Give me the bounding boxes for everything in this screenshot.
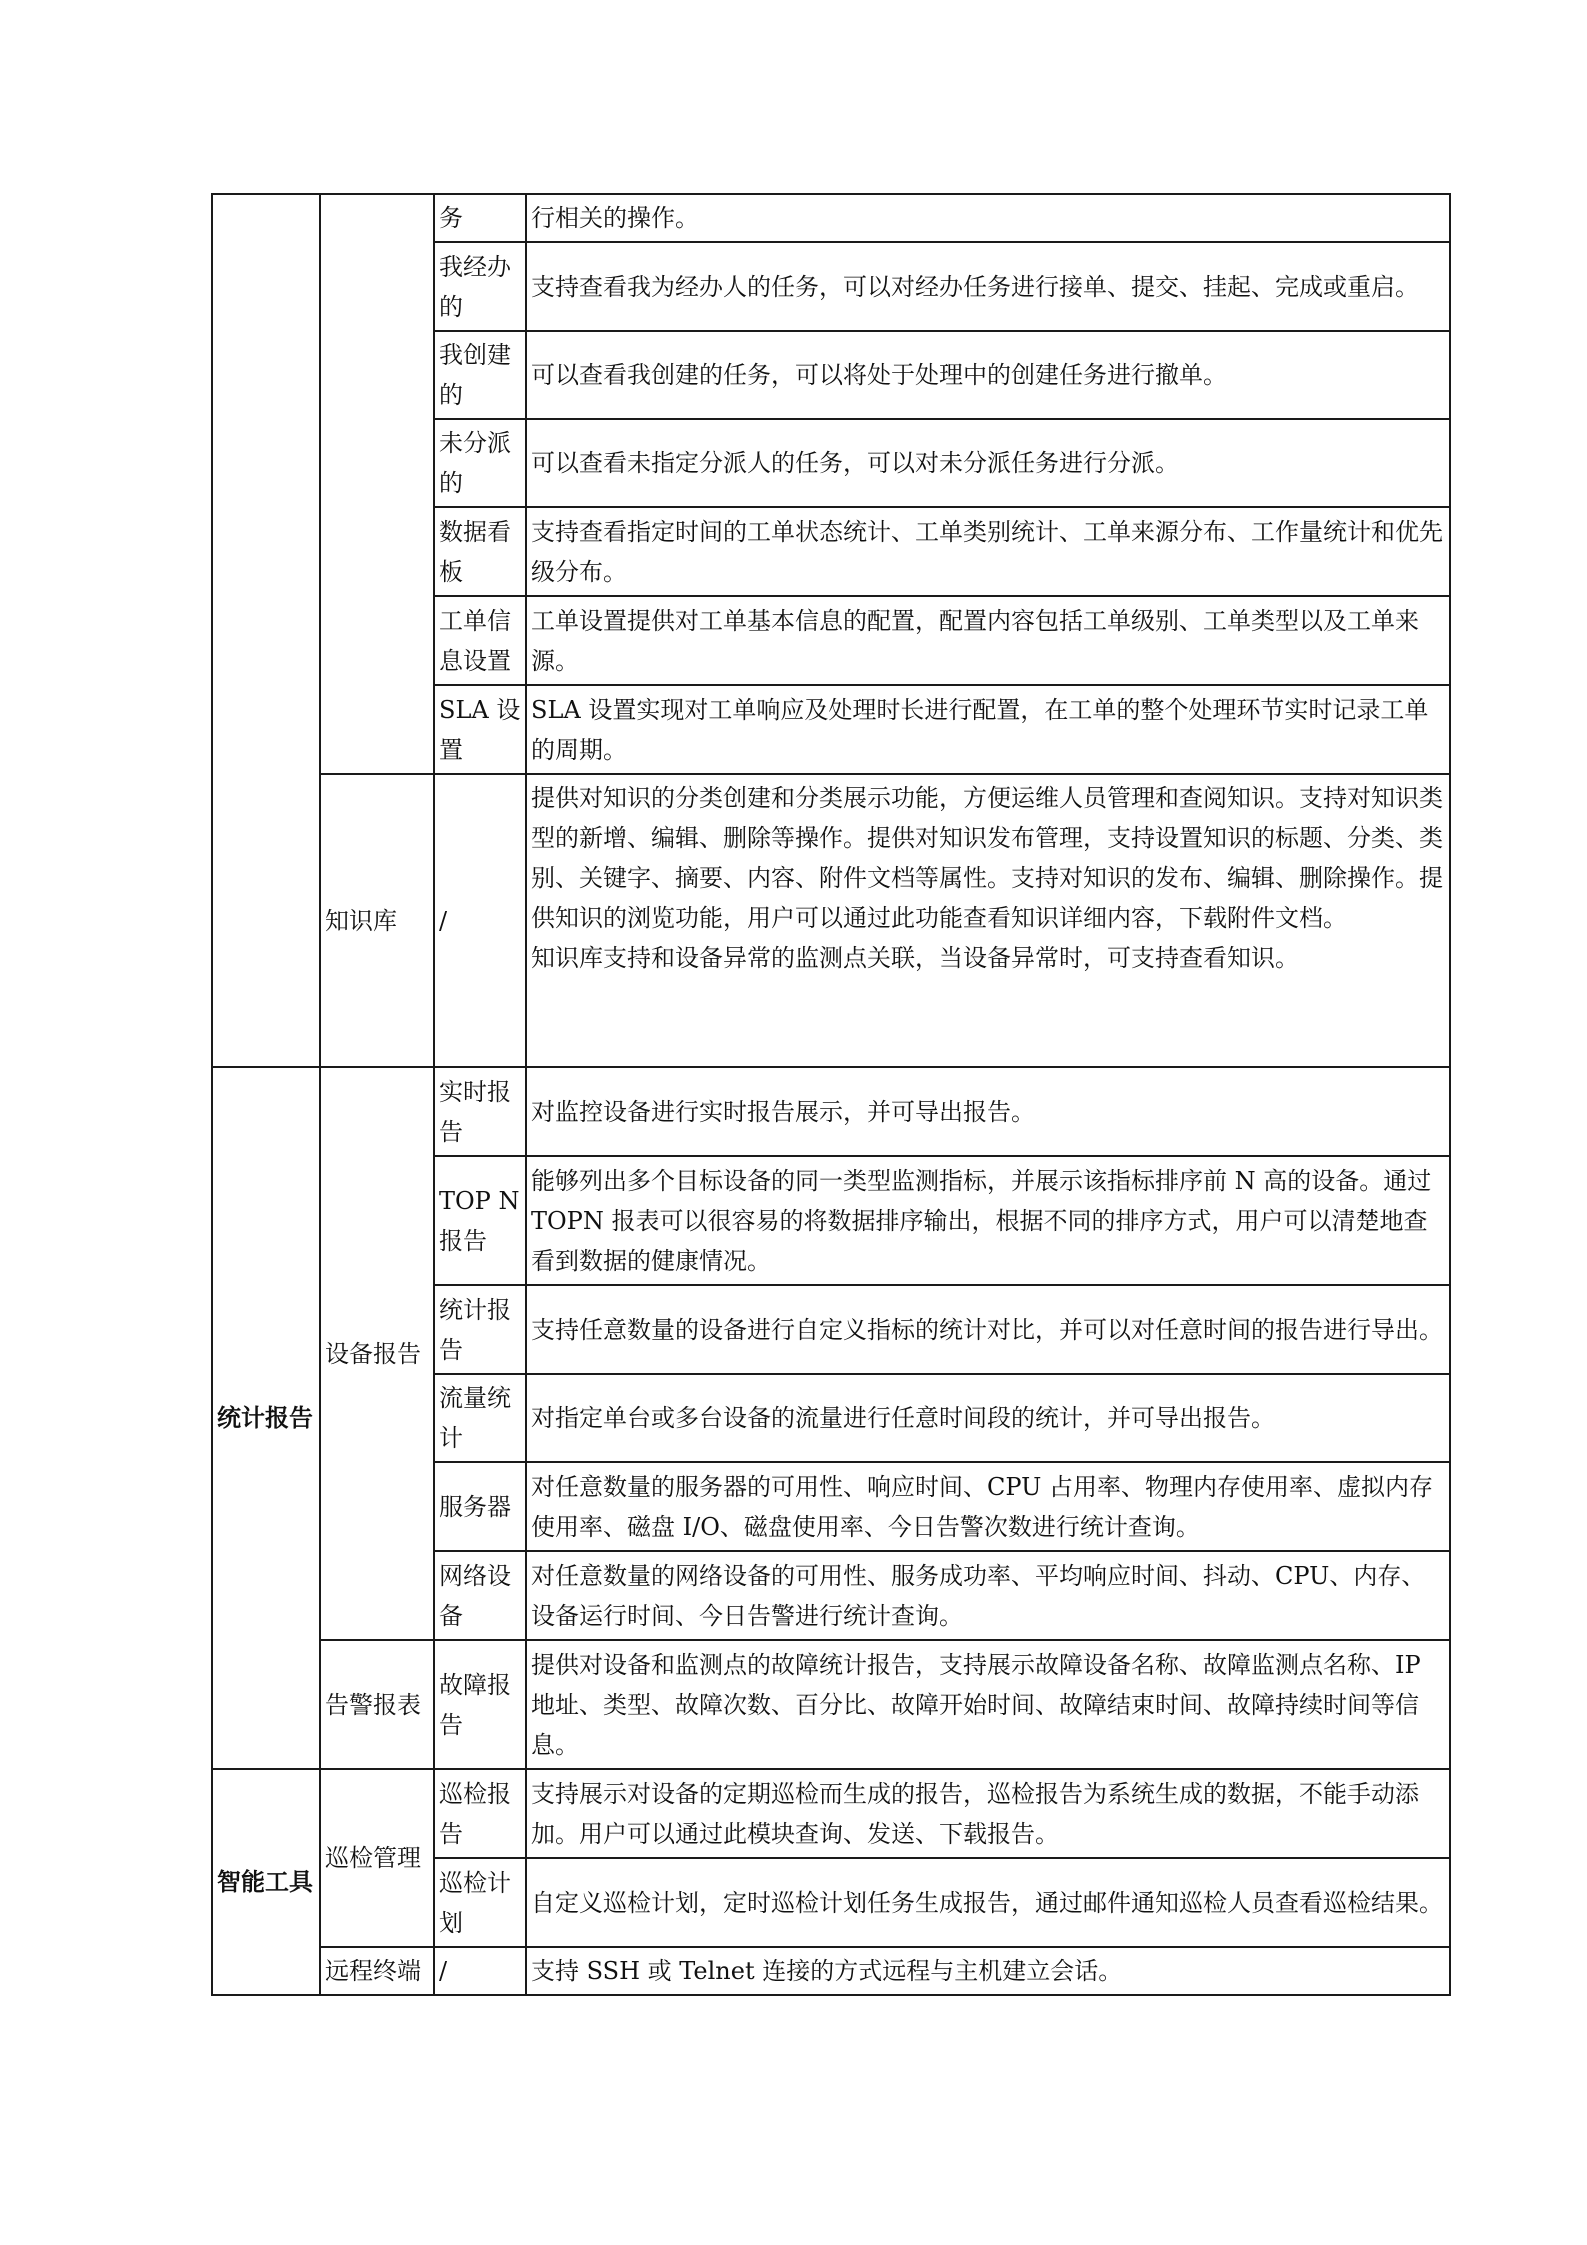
feature-description: 对任意数量的服务器的可用性、响应时间、CPU 占用率、物理内存使用率、虚拟内存使用率、磁盘 I/O、磁盘使用率、今日告警次数进行统计查询。 [526, 1462, 1450, 1551]
category-name: 统计报告 [212, 1067, 320, 1769]
feature-name: 务 [434, 194, 526, 242]
feature-description: 支持任意数量的设备进行自定义指标的统计对比，并可以对任意时间的报告进行导出。 [526, 1285, 1450, 1374]
feature-name: TOP N 报告 [434, 1156, 526, 1285]
feature-name: 流量统计 [434, 1374, 526, 1462]
module-name: 设备报告 [320, 1067, 434, 1640]
feature-name: 我经办的 [434, 242, 526, 331]
feature-description: 工单设置提供对工单基本信息的配置，配置内容包括工单级别、工单类型以及工单来源。 [526, 596, 1450, 685]
table-row [212, 1640, 1450, 1769]
table-row [212, 1947, 1450, 1995]
feature-description: 可以查看我创建的任务，可以将处于处理中的创建任务进行撤单。 [526, 331, 1450, 419]
table-row [212, 1769, 1450, 1858]
module-name: 巡检管理 [320, 1769, 434, 1947]
feature-name: 未分派的 [434, 419, 526, 507]
module-name: 告警报表 [320, 1640, 434, 1769]
module-name: 远程终端 [320, 1947, 434, 1995]
description-paragraph: 知识库支持和设备异常的监测点关联，当设备异常时，可支持查看知识。 [531, 944, 1299, 972]
category-name: 智能工具 [212, 1769, 320, 1995]
table-row [212, 1067, 1450, 1156]
table-row [212, 194, 1450, 242]
feature-name: 工单信息设置 [434, 596, 526, 685]
feature-name: / [434, 1947, 526, 1995]
feature-name: 故障报告 [434, 1640, 526, 1769]
feature-spec-table [211, 193, 1451, 1996]
feature-description: 自定义巡检计划，定时巡检计划任务生成报告，通过邮件通知巡检人员查看巡检结果。 [526, 1858, 1450, 1947]
feature-description: SLA 设置实现对工单响应及处理时长进行配置，在工单的整个处理环节实时记录工单的周期。 [526, 685, 1450, 774]
feature-description: 行相关的操作。 [526, 194, 1450, 242]
feature-description: 可以查看未指定分派人的任务，可以对未分派任务进行分派。 [526, 419, 1450, 507]
feature-name: 实时报告 [434, 1067, 526, 1156]
feature-description: 支持 SSH 或 Telnet 连接的方式远程与主机建立会话。 [526, 1947, 1450, 1995]
feature-name: 网络设备 [434, 1551, 526, 1640]
feature-name: 数据看板 [434, 507, 526, 596]
module-cell-continued [320, 194, 434, 774]
feature-description: 对监控设备进行实时报告展示，并可导出报告。 [526, 1067, 1450, 1156]
feature-name: 服务器 [434, 1462, 526, 1551]
table-row [212, 774, 1450, 1067]
feature-name: 我创建的 [434, 331, 526, 419]
feature-description: 能够列出多个目标设备的同一类型监测指标，并展示该指标排序前 N 高的设备。通过 TOPN 报表可以很容易的将数据排序输出，根据不同的排序方式，用户可以清楚地查看到数据的健康情况。 [526, 1156, 1450, 1285]
feature-name: 巡检报告 [434, 1769, 526, 1858]
feature-description: 支持查看我为经办人的任务，可以对经办任务进行接单、提交、挂起、完成或重启。 [526, 242, 1450, 331]
category-cell-continued [212, 194, 320, 1067]
feature-description: 对任意数量的网络设备的可用性、服务成功率、平均响应时间、抖动、CPU、内存、设备运行时间、今日告警进行统计查询。 [526, 1551, 1450, 1640]
feature-name: SLA 设置 [434, 685, 526, 774]
feature-description: 支持展示对设备的定期巡检而生成的报告，巡检报告为系统生成的数据，不能手动添加。用户可以通过此模块查询、发送、下载报告。 [526, 1769, 1450, 1858]
description-paragraph: 提供对知识的分类创建和分类展示功能，方便运维人员管理和查阅知识。支持对知识类型的新增、编辑、删除等操作。提供对知识发布管理，支持设置知识的标题、分类、类别、关键字、摘要、内容、附件文档等属性。支持对知识的发布、编辑、删除操作。提供知识的浏览功能，用户可以通过此功能查看知识详细内容，下载附件文档。 [531, 784, 1443, 932]
feature-description: 支持查看指定时间的工单状态统计、工单类别统计、工单来源分布、工作量统计和优先级分布。 [526, 507, 1450, 596]
feature-description [526, 774, 1450, 1067]
feature-description: 提供对设备和监测点的故障统计报告，支持展示故障设备名称、故障监测点名称、IP 地址、类型、故障次数、百分比、故障开始时间、故障结束时间、故障持续时间等信息。 [526, 1640, 1450, 1769]
module-name: 知识库 [320, 774, 434, 1067]
feature-name: 巡检计划 [434, 1858, 526, 1947]
feature-name: 统计报告 [434, 1285, 526, 1374]
feature-name: / [434, 774, 526, 1067]
feature-description: 对指定单台或多台设备的流量进行任意时间段的统计，并可导出报告。 [526, 1374, 1450, 1462]
